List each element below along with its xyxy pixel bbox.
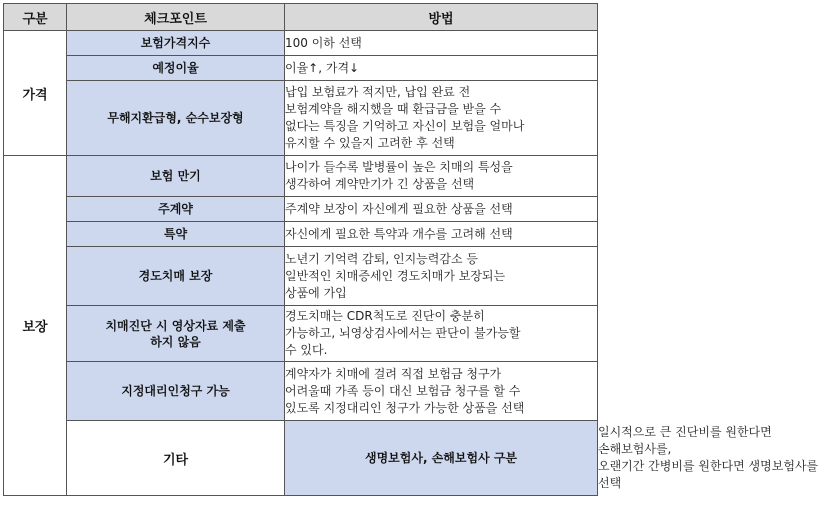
method-line: 노년기 기억력 감퇴, 인지능력감소 등 (285, 251, 478, 266)
method-line: 있도록 지정대리인 청구가 가능한 상품을 선택 (285, 400, 525, 415)
category-cell-other: 기타 (67, 421, 285, 496)
checkpoint-cell: 예정이율 (67, 56, 285, 81)
checkpoint-line: 치매진단 시 영상자료 제출 (105, 318, 246, 333)
method-cell (285, 306, 598, 362)
method-cell (285, 362, 598, 421)
method-cell (285, 156, 598, 197)
method-line: 나이가 들수록 발병률이 높은 치매의 특성을 (285, 160, 513, 174)
method-line: 가능하고, 뇌영상검사에서는 판단이 불가능할 (285, 326, 521, 340)
table-row (4, 222, 598, 247)
method-line: 자신에게 필요한 특약과 개수를 고려해 선택 (285, 226, 513, 241)
checkpoint-cell: 주계약 (67, 197, 285, 222)
method-line: 어려울때 가족 등이 대신 보험금 청구를 할 수 (285, 383, 521, 398)
checkpoint-cell (67, 306, 285, 362)
method-line: 상품에 가입 (285, 285, 347, 300)
method-cell (285, 81, 598, 156)
method-line: 100 이하 선택 (285, 35, 362, 50)
method-cell (285, 31, 598, 56)
table-row (4, 197, 598, 222)
table-row (4, 362, 598, 421)
header-row (4, 4, 598, 31)
method-line: 수 있다. (285, 343, 328, 357)
method-line: 유지할 수 있을지 고려한 후 선택 (285, 136, 455, 150)
method-line: 생각하여 계약만기가 긴 상품을 선택 (285, 177, 475, 191)
header-method: 방법 (285, 4, 598, 31)
method-line: 납입 보험료가 적지만, 납입 완료 전 (285, 85, 471, 99)
table-row (4, 31, 598, 56)
checkpoint-cell: 보험 만기 (67, 156, 285, 197)
checkpoint-cell: 특약 (67, 222, 285, 247)
method-cell (285, 247, 598, 306)
method-line: 주계약 보장이 자신에게 필요한 상품을 선택 (285, 201, 513, 216)
table-row (4, 247, 598, 306)
checkpoint-line: 하지 않음 (150, 334, 201, 349)
table-row (4, 156, 598, 197)
method-cell (285, 197, 598, 222)
category-cell-coverage: 보장 (4, 156, 67, 496)
table-row (4, 56, 598, 81)
header-checkpoint: 체크포인트 (67, 4, 285, 31)
method-line: 없다는 특징을 기억하고 자신이 보험을 얼마나 (285, 119, 525, 133)
category-cell-price: 가격 (4, 31, 67, 156)
checkpoint-cell: 지정대리인청구 가능 (67, 362, 285, 421)
method-line: 이율↑, 가격↓ (285, 60, 360, 75)
method-line: 일반적인 치매증세인 경도치매가 보장되는 (285, 268, 506, 283)
table-row: 기타 생명보험사, 손해보험사 구분 일시적으로 큰 진단비를 원한다면 손해보험사를, 오랜기간 간병비를 원한다면 생명보험사를 선택 (4, 421, 598, 496)
checkpoint-cell: 무해지환급형, 순수보장형 (67, 81, 285, 156)
table-row (4, 306, 598, 362)
header-category: 구분 (4, 4, 67, 31)
table-row (4, 81, 598, 156)
method-line: 보험계약을 해지했을 때 환급금을 받을 수 (285, 102, 502, 116)
method-line: 경도치매는 CDR척도로 진단이 충분히 (285, 309, 485, 323)
method-cell (285, 222, 598, 247)
checkpoint-cell: 경도치매 보장 (67, 247, 285, 306)
checkpoint-cell: 생명보험사, 손해보험사 구분 (285, 421, 598, 496)
method-cell (285, 56, 598, 81)
checklist-table (3, 3, 818, 496)
method-line: 계약자가 치매에 걸려 직접 보험금 청구가 (285, 366, 502, 381)
checkpoint-cell: 보험가격지수 (67, 31, 285, 56)
